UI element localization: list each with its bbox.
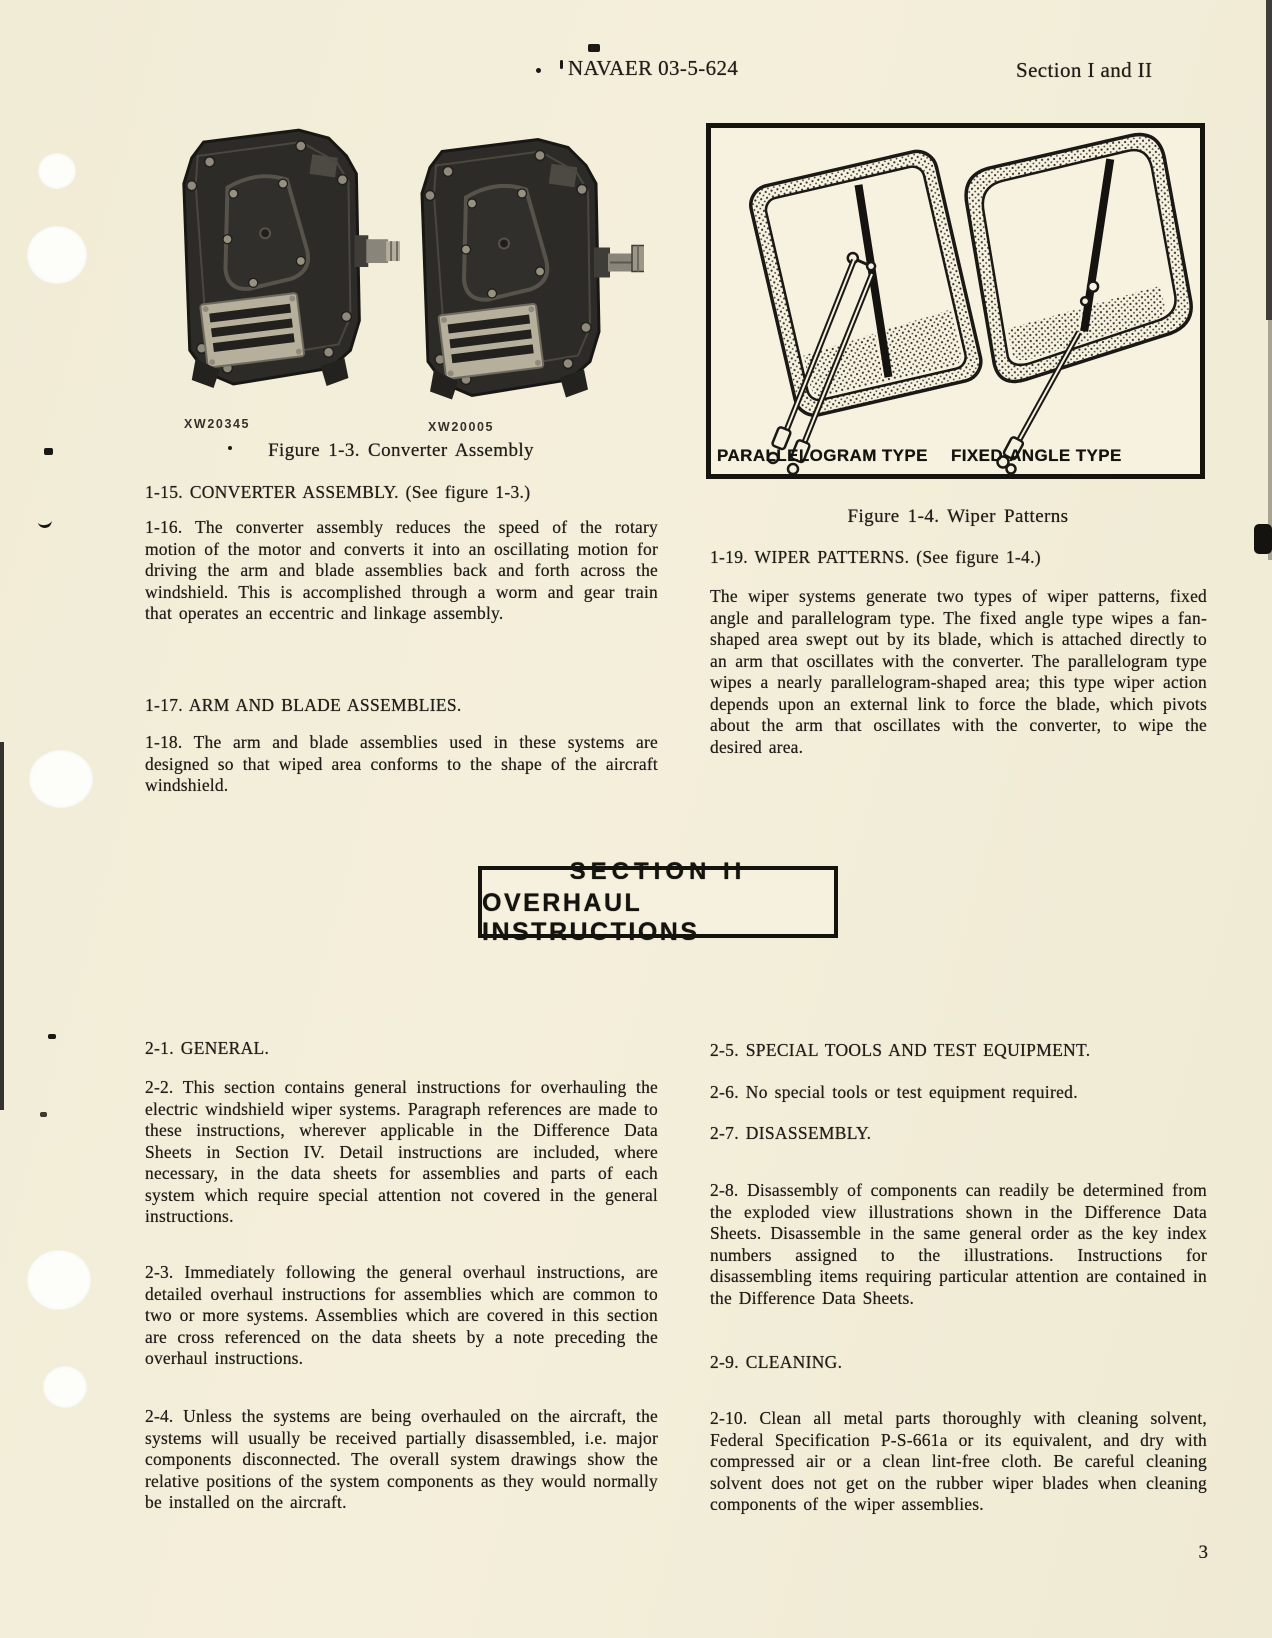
para-2-9-heading: 2-9. CLEANING. <box>710 1352 843 1372</box>
para-1-17-heading: 1-17. ARM AND BLADE ASSEMBLIES. <box>145 695 462 715</box>
para-1-19-heading: 1-19. WIPER PATTERNS. (See figure 1-4.) <box>710 547 1041 567</box>
section-2-banner <box>478 857 838 946</box>
para-1-18: 1-18. The arm and blade assemblies used in these systems are designed so that wiped area conforms to the shape of the aircraft windshield. <box>145 732 658 795</box>
punch-hole <box>27 1250 91 1310</box>
ink-speck <box>44 448 53 455</box>
para-2-3: 2-3. Immediately following the general overhaul instructions, are detailed overhaul instructions for assemblies which are common to two or more systems. Assemblies which are covered in this section are cross referenced on the data sheets by a note preceding the overhaul instructions. <box>145 1262 658 1368</box>
punch-hole <box>38 153 76 189</box>
ink-speck <box>560 60 563 69</box>
figure-1-4-frame <box>706 123 1205 479</box>
section-2-banner-subtitle: OVERHAUL INSTRUCTIONS <box>482 888 700 946</box>
wiper-patterns-illustration <box>711 128 1200 474</box>
para-2-4: 2-4. Unless the systems are being overhauled on the aircraft, the systems will usually be received partially disassembled, i.e. major components disconnected. The overall system drawings show the relative positions of the system components as they would normally be installed on the aircraft. <box>145 1406 658 1512</box>
photo-right-label: XW20005 <box>428 420 495 434</box>
para-1-15-heading: 1-15. CONVERTER ASSEMBLY. (See figure 1-3.) <box>145 482 531 502</box>
doc-number: NAVAER 03-5-624 <box>568 56 739 80</box>
scan-edge-left <box>0 742 4 1110</box>
ink-speck <box>588 44 600 52</box>
label-fixed-angle-type: FIXED-ANGLE TYPE <box>951 446 1122 465</box>
scan-edge-right <box>1266 0 1272 320</box>
para-2-7-heading: 2-7. DISASSEMBLY. <box>710 1123 872 1143</box>
para-2-2: 2-2. This section contains general instructions for overhauling the electric windshield wiper systems. Paragraph references are made to these instructions, wherever applicable in the Difference Data Sheets in Section IV. Detail instructions are included, where necessary, in the data sheets for assemblies and parts of each system which require special attention not covered in the general instructions. <box>145 1077 658 1226</box>
header-section-label: Section I and II <box>1016 58 1153 82</box>
punch-hole <box>43 1366 87 1408</box>
ink-speck <box>536 68 541 73</box>
section-2-banner-title: SECTION II <box>569 857 747 885</box>
para-2-8: 2-8. Disassembly of components can readily be determined from the exploded view illustrations shown in the Difference Data Sheets. Disassemble in the same general order as the key index numbers assigned to the illustrations. Instructions for disassembling items requiring particular attention are contained in the Difference Data Sheets. <box>710 1180 1207 1308</box>
ink-speck <box>37 517 52 529</box>
para-2-10: 2-10. Clean all metal parts thoroughly with cleaning solvent, Federal Specification P-S-661a or its equivalent, and dry with compressed air or a clean lint-free cloth. Be careful cleaning solvent does not get on the rubber wiper blades when cleaning components of the wiper assemblies. <box>710 1408 1207 1514</box>
para-2-1-heading: 2-1. GENERAL. <box>145 1038 270 1058</box>
converter-photo-left <box>162 120 400 412</box>
ink-speck <box>48 1034 56 1039</box>
ink-speck <box>40 1112 47 1117</box>
figure-1-3-caption: Figure 1-3. Converter Assembly <box>268 440 534 461</box>
para-1-16: 1-16. The converter assembly reduces the speed of the rotary motion of the motor and converts it into an oscillating motion for driving the arm and blade assemblies back and forth across the windshield. This is accomplished through a worm and gear train that operates an eccentric and linkage assembly. <box>145 517 658 623</box>
para-2-5-heading: 2-5. SPECIAL TOOLS AND TEST EQUIPMENT. <box>710 1040 1091 1060</box>
punch-hole <box>27 226 87 284</box>
para-2-6: 2-6. No special tools or test equipment required. <box>710 1082 1078 1102</box>
punch-hole <box>29 750 93 808</box>
figure-1-4-caption: Figure 1-4. Wiper Patterns <box>847 506 1069 527</box>
para-1-19: The wiper systems generate two types of wiper patterns, fixed angle and parallelogram type. The fixed angle type wipes a fan-shaped area swept out by its blade, which is attached directly to an arm that oscillates with the converter. The parallelogram type wipes a nearly parallelogram-shaped area; this type wiper action depends upon an external link to force the blade, which pivots about the arm that oscillates with the converter, to wipe the desired area. <box>710 586 1207 757</box>
page-number: 3 <box>1198 1542 1208 1563</box>
converter-photo-right <box>398 128 644 423</box>
label-parallelogram-type: PARALLELOGRAM TYPE <box>717 446 928 465</box>
photo-left-label: XW20345 <box>184 417 251 431</box>
scan-blot <box>1254 524 1272 554</box>
